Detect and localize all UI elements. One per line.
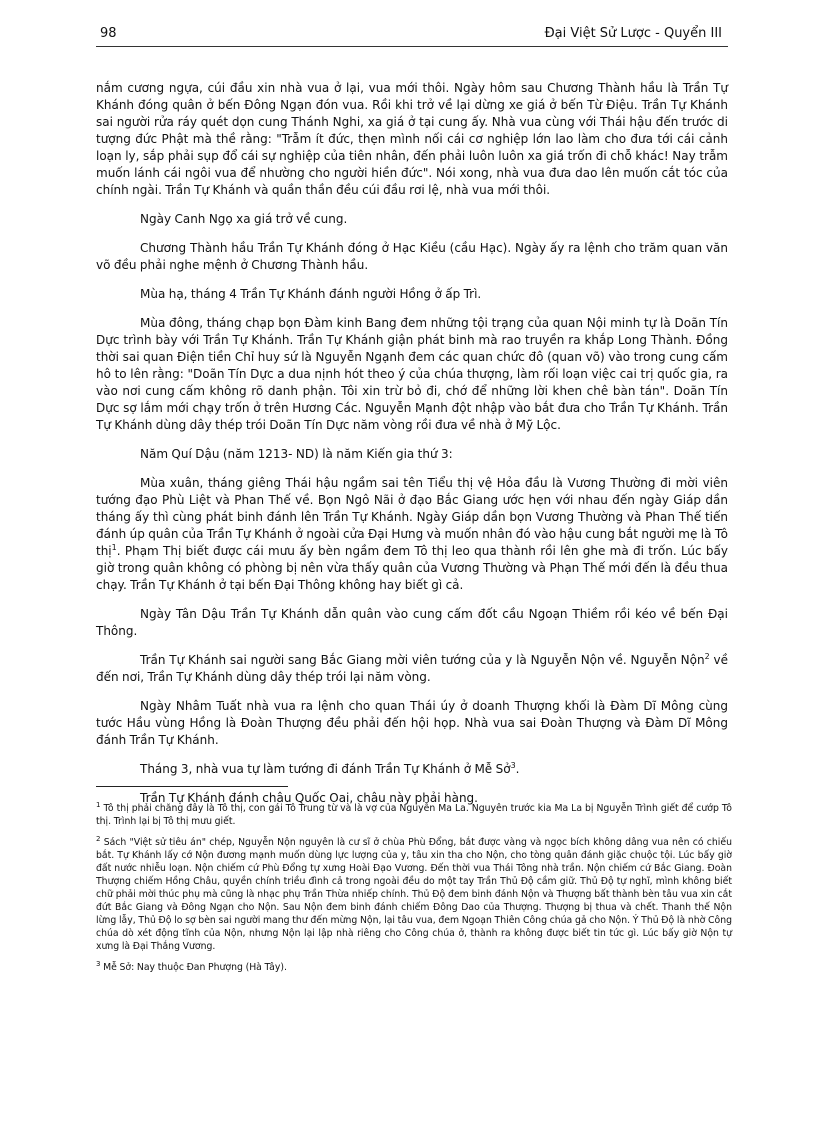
page-number: 98 [100, 26, 117, 41]
footnotes [96, 802, 732, 982]
paragraph [96, 475, 728, 594]
running-header [96, 20, 728, 47]
paragraph: Chương Thành hầu Trần Tự Khánh đóng ở Hạc Kiều (cầu Hạc). Ngày ấy ra lệnh cho trăm quan văn võ đều phải nghe mệnh ở Chương Thành hầu. [96, 241, 728, 272]
footnote [96, 836, 732, 953]
footnote-number: 1 [96, 800, 101, 809]
running-title: Đại Việt Sử Lược - Quyển III [544, 26, 722, 41]
footnote-divider [96, 786, 288, 787]
paragraph: Ngày Tân Dậu Trần Tự Khánh dẫn quân vào cung cấm đốt cầu Ngoạn Thiềm rồi kéo về bến Đại Thông. [96, 607, 728, 638]
body-text [96, 80, 728, 819]
paragraph: Mùa hạ, tháng 4 Trần Tự Khánh đánh người Hồng ở ấp Trì. [140, 287, 482, 301]
footnote-number: 2 [96, 834, 101, 843]
paragraph-text: . [515, 762, 520, 776]
paragraph-text: Trần Tự Khánh sai người sang Bắc Giang mời viên tướng của y là Nguyễn Nộn về. Nguyễn Nộn [140, 653, 705, 667]
paragraph: Mùa đông, tháng chạp bọn Đàm kinh Bang đem những tội trạng của quan Nội minh tự là Doãn Tín Dực trình bày với Trần Tự Khánh. Trần Tự Khánh giận phát binh mà rao truyền ra khắp Long Thành. Đồng thời sai quan Điện tiền Chỉ huy sứ là Nguyễn Ngạnh đem các quan chức đô (quan võ) vào trong cung cấm hô to lên rằng: "Doãn Tín Dực a dua nịnh hót theo ý của chúa thượng, làm rối loạn việc cai trị quốc gia, ra vào nơi cung cấm không rõ danh phận. Tôi xin trừ bỏ đi, chớ để những lời khen chê bàn tán". Doãn Tín Dực sợ lắm mới chạy trốn ở trên Hương Các. Nguyễn Mạnh đột nhập vào bắt đưa cho Trần Tự Khánh. Trần Tự Khánh dùng dây thép trói Doãn Tín Dực năm vòng rồi đưa về nhà ở Mỹ Lộc. [96, 316, 728, 432]
footnote-text: Mễ Sở: Nay thuộc Đan Phượng (Hà Tây). [100, 962, 287, 973]
footnote-ref[interactable]: 1 [111, 543, 117, 552]
paragraph-text: Mùa xuân, tháng giêng Thái hậu ngầm sai tên Tiểu thị vệ Hỏa đầu là Vương Thường đi mời viên tướng đạo Phù Liệt và Phan Thế về. Bọn Ngô Nãi ở đạo Bắc Giang ước hẹn với nhau đến ngày Giáp dần tháng ấy thì cùng phát binh đánh lên Trần Tự Khánh. Ngày Giáp dần bọn Vương Thường và Phan Thế tiến đánh úp quân của Trần Tự Khánh ở ngoài cửa Đại Hưng và muốn nhân đó vào hậu cung bắt người mẹ là Tô thị [96, 476, 728, 558]
paragraph-text: . Phạm Thị biết được cái mưu ấy bèn ngầm đem Tô thị leo qua thành rồi lên ghe mà đi trốn. Lúc bấy giờ trong quân không có phòng bị nên vừa thấy quân của Vương Thường và Phạn Thế mới đến là đều thua chạy. Trần Tự Khánh ở tại bến Đại Thông không hay biết gì cả. [96, 544, 728, 592]
paragraph: Ngày Canh Ngọ xa giá trở về cung. [140, 212, 348, 226]
footnote-text: Tô thị phải chăng đây là Tô thị, con gái Tô Trung từ và là vợ của Nguyễn Ma La. Nguyên trước kia Ma La bị Nguyễn Trình giết để cướp Tô thị. Trình lại bị Tô thị mưu giết. [96, 803, 732, 827]
paragraph [96, 761, 728, 778]
footnote-ref[interactable]: 2 [704, 652, 710, 661]
footnote [96, 961, 732, 974]
paragraph: nắm cương ngựa, cúi đầu xin nhà vua ở lại, vua mới thôi. Ngày hôm sau Chương Thành hầu là Trần Tự Khánh đóng quân ở bến Đông Ngạn đón vua. Rồi khi trở về lại dừng xe giá ở bến Từ Điệu. Trần Tự Khánh sai người rửa ráy quét dọn cung Thánh Nghi, xa giá ở tại cung ấy. Nhà vua cùng với Thái hậu đến trước di tượng đức Phật mà thề rằng: "Trẫm ít đức, thẹn mình nối cái cơ nghiệp lớn lao làm cho đưa tới cái cảnh loạn ly, sắp phải sụp đổ cái sự nghiệp của tiên nhân, đến phải luôn luôn xa giá trốn đi chỗ khác! Nay trẫm muốn lánh cái ngôi vua để nhường cho người hiền đức". Nói xong, nhà vua đưa dao lên muốn cắt tóc của chính ngài. Trần Tự Khánh và quần thần đều cúi đầu rơi lệ, nhà vua mới thôi. [96, 81, 728, 197]
paragraph: Ngày Nhâm Tuất nhà vua ra lệnh cho quan Thái úy ở doanh Thượng khối là Đàm Dĩ Mông cùng tước Hầu vùng Hồng là Đoàn Thượng đều phải đến hội họp. Nhà vua sai Đoàn Thượng và Đàm Dĩ Mông đánh Trần Tự Khánh. [96, 699, 728, 747]
paragraph: Trần Tự Khánh đánh châu Quốc Oai, châu này phải hàng. [140, 791, 478, 805]
footnote-number: 3 [96, 959, 101, 968]
paragraph [96, 652, 728, 686]
footnote-ref[interactable]: 3 [510, 761, 516, 770]
footnote [96, 802, 732, 828]
paragraph-text: về đến nơi, Trần Tự Khánh dùng dây thép trói lại năm vòng. [96, 653, 728, 684]
paragraph-text: Tháng 3, nhà vua tự làm tướng đi đánh Trần Tự Khánh ở Mễ Sở [140, 762, 511, 776]
paragraph: Năm Quí Dậu (năm 1213- ND) là năm Kiến gia thứ 3: [140, 447, 453, 461]
footnote-text: Sách "Việt sử tiêu án" chép, Nguyễn Nộn nguyên là cư sĩ ở chùa Phù Đổng, bắt được vàng và ngọc bích không dâng vua nên có chiếu bắt. Tự Khánh lấy cớ Nộn đương mạnh muốn dùng lực lượng của y, tâu xin tha cho Nộn, cho tòng quân đánh giặc chuộc tội. Lúc bấy giờ đất nước nhiễu loạn. Nộn chiếm cứ Phù Đổng tự xưng Hoài Đạo Vương. Đến thời vua Thái Tông nhà trần. Nộn chiếm cứ Bắc Giang. Đoàn Thượng chiếm Hồng Châu, quyền chính triều đình cả trong ngoài đều do một tay Trần Thủ Độ cầm giữ. Thủ Độ tự nghĩ, mình không biết chữ phải mời thúc phụ mà cũng là nhạc phụ Trần Thừa nhiếp chính. Thủ Độ đem binh đánh Nộn và Thượng bất thành bèn tâu vua xin cắt đứt Bắc Giang và Đông Ngạn cho Nộn. Sau Nộn đem binh đánh chiếm Đông Dao của Thượng. Thượng bị thua và chết. Thanh thế Nộn lừng lẫy, Thủ Độ lo sợ bèn sai người mang thư đến mừng Nộn, lại tâu vua, đem Ngoạn Thiên Công chúa gả cho Nộn. Ý Thủ Độ là nhờ Công chúa dò xét động tĩnh của Nộn, nhưng Nộn lại lập nhà riêng cho Công chúa ở, thành ra không được biết tin tức gì. Lúc bấy giờ Nộn tự xưng là Đại Thắng Vương. [96, 837, 732, 952]
